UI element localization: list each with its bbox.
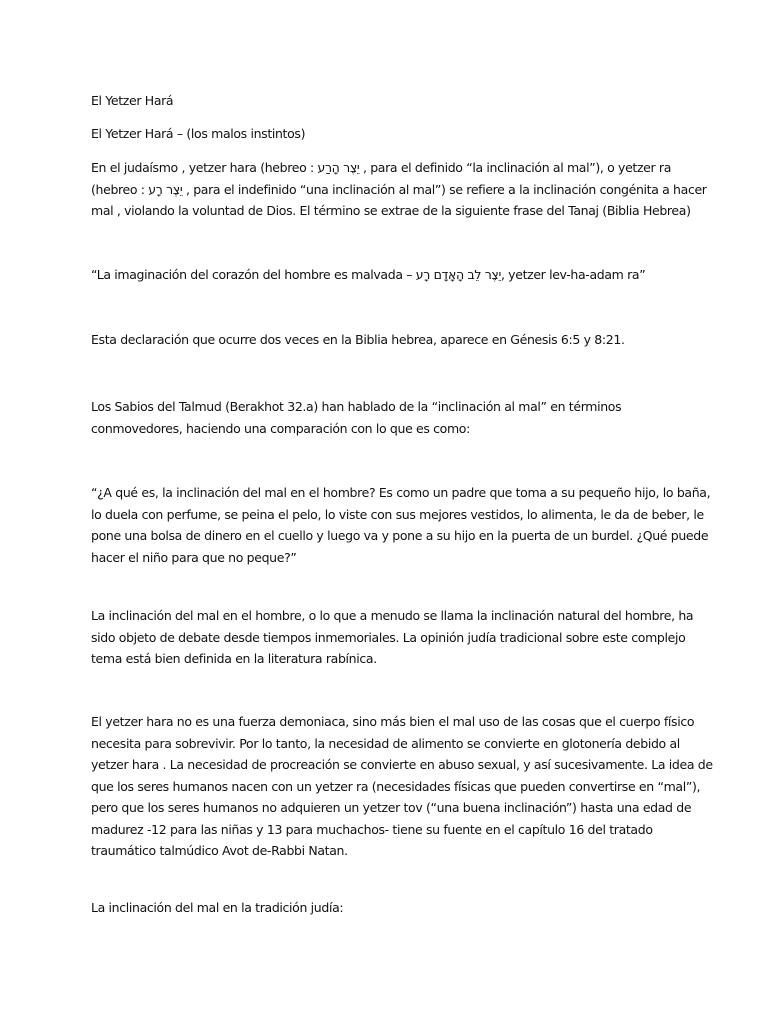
document-title: El Yetzer Hará <box>91 93 174 108</box>
genesis-quote: “La imaginación del corazón del hombre es malvada – יֵצֶר לֵב הָאָדָם רָע, yetzer lev-ha-adam ra” <box>91 267 646 282</box>
yetzer-hara-paragraph: El yetzer hara no es una fuerza demoniaca, sino más bien el mal uso de las cosas que el cuerpo físico necesita para sobrevivir. Por lo tanto, la necesidad de alimento se convierte en glotonería debido al yetzer hara . La necesidad de procreación se convierte en abuso sexual, y así sucesivamente. La idea de que los seres humanos nacen con un yetzer ra (necesidades físicas que pueden convertirse en “mal”), pero que los seres humanos no adquieren un yetzer tov (“una buena inclinación”) hasta una edad de madurez -12 para las niñas y 13 para muchachos- tiene su fuente en el capítulo 16 del tratado traumático talmúdico Avot de-Rabbi Natan. <box>91 714 713 858</box>
document-subtitle: El Yetzer Hará – (los malos instintos) <box>91 126 306 141</box>
declaration-paragraph: Esta declaración que ocurre dos veces en la Biblia hebrea, aparece en Génesis 6:5 y 8:21. <box>91 332 625 347</box>
intro-line-1: En el judaísmo , yetzer hara (hebreo : יֵצֶר הָרַע , para el definido “la inclinación al mal”), o yetzer ra <box>91 160 672 175</box>
hebrew-term-definite: יֵצֶר הָרַע <box>317 160 360 175</box>
section-heading: La inclinación del mal en la tradición judía: <box>91 900 344 915</box>
intro-line-3: mal , violando la voluntad de Dios. El término se extrae de la siguiente frase del Tanaj (Biblia Hebrea) <box>91 203 691 218</box>
intro-paragraph <box>91 157 707 222</box>
talmud-paragraph: Los Sabios del Talmud (Berakhot 32.a) han hablado de la “inclinación al mal” en términos conmovedores, haciendo una comparación con lo que es como: <box>91 399 622 436</box>
intro-line-2: (hebreo : יֵצֶר רָע , para el indefinido “una inclinación al mal”) se refiere a la inclinación congénita a hacer <box>91 181 707 197</box>
talmud-quote: “¿A qué es, la inclinación del mal en el hombre? Es como un padre que toma a su pequeño hijo, lo baña, lo duela con perfume, se peina el pelo, lo viste con sus mejores vestidos, lo alimenta, le da de beber, le pone una bolsa de dinero en el cuello y luego va y pone a su hijo en la puerta de un burdel. ¿Qué puede hacer el niño para que no peque?” <box>91 485 711 565</box>
natural-inclination-paragraph: La inclinación del mal en el hombre, o lo que a menudo se llama la inclinación natural del hombre, ha sido objeto de debate desde tiempos inmemoriales. La opinión judía tradicional sobre este complejo tema está bien definida en la literatura rabínica. <box>91 608 694 666</box>
hebrew-term-indefinite: יֵצֶר רָע <box>148 181 183 197</box>
hebrew-phrase: יֵצֶר לֵב הָאָדָם רָע <box>415 267 501 282</box>
